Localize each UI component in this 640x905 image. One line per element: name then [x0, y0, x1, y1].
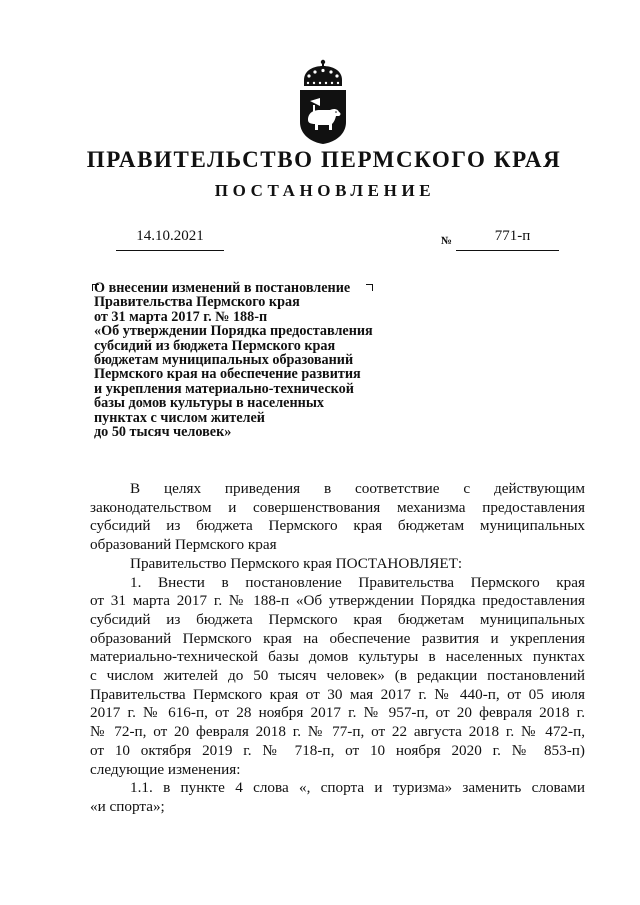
- text-line: от 10 октября 2019 г. № 718-п, от 10 ноября 2020 г. № 853-п): [90, 741, 585, 759]
- document-number: 771-п: [494, 228, 531, 244]
- text-line: следующие изменения:: [90, 760, 241, 778]
- organization-title: ПРАВИТЕЛЬСТВО ПЕРМСКОГО КРАЯ: [86, 147, 562, 172]
- paragraph-item-1: [90, 574, 585, 780]
- subject-line: и укрепления материально-технической: [94, 380, 354, 397]
- document-date: 14.10.2021: [136, 228, 204, 244]
- subject-line: бюджетам муниципальных образований: [94, 352, 354, 369]
- text-line: 1.1. в пункте 4 слова «, спорта и туризма» заменить словами: [130, 779, 585, 797]
- subject-line: базы домов культуры в населенных: [94, 395, 324, 412]
- document-body: [90, 480, 585, 817]
- text-line: Правительства Пермского края от 30 мая 2017 г. № 440-п, от 05 июля: [90, 685, 585, 703]
- text-line: материально-технической базы домов культуры в населенных пунктах: [90, 648, 585, 666]
- document-type: ПОСТАНОВЛЕНИЕ: [214, 181, 436, 200]
- subject-line: Правительства Пермского края: [94, 294, 300, 311]
- text-line: субсидий из бюджета Пермского края бюджетам муниципальных: [90, 610, 585, 628]
- text-line: Правительство Пермского края ПОСТАНОВЛЯЕТ:: [130, 554, 463, 572]
- document-subject: [94, 281, 384, 439]
- subject-line: «Об утверждении Порядка предоставления: [94, 323, 373, 340]
- text-line: образований Пермского края на обеспечение развития и укрепления: [90, 629, 585, 647]
- text-line: 1. Внести в постановление Правительства Пермского края: [130, 573, 585, 591]
- subject-line: Пермского края на обеспечение развития: [94, 366, 361, 383]
- text-line: В целях приведения в соответствие с действующим: [130, 480, 585, 497]
- text-line: 2017 г. № 616-п, от 28 ноября 2017 г. № 957-п, от 20 февраля 2018 г.: [90, 704, 585, 722]
- date-field: [116, 226, 224, 251]
- number-sign: №: [441, 235, 453, 247]
- paragraph-preamble: [90, 480, 585, 555]
- text-line: «и спорта»;: [90, 797, 165, 815]
- text-line: образований Пермского края: [90, 536, 277, 554]
- subject-line: от 31 марта 2017 г. № 188-п: [94, 308, 268, 325]
- text-line: от 31 марта 2017 г. № 188-п «Об утверждении Порядка предоставления: [90, 592, 585, 610]
- subject-line: до 50 тысяч человек»: [94, 424, 232, 441]
- coat-of-arms-icon: [296, 58, 350, 144]
- text-line: законодательством и совершенствования механизма предоставления: [90, 498, 585, 516]
- subject-line: пунктах с числом жителей: [94, 409, 265, 426]
- subject-line: субсидий из бюджета Пермского края: [94, 337, 336, 354]
- subject-line: О внесении изменений в постановление: [94, 280, 351, 296]
- text-line: субсидий из бюджета Пермского края бюджетам муниципальных: [90, 517, 585, 535]
- paragraph-resolves: [90, 555, 585, 574]
- text-line: с числом жителей до 50 тысяч человек» (в редакции постановлений: [90, 667, 585, 685]
- paragraph-item-1-1: [90, 779, 585, 816]
- number-field: [456, 226, 559, 251]
- text-line: № 72-п, от 20 февраля 2018 г. № 77-п, от 22 августа 2018 г. № 472-п,: [90, 723, 585, 741]
